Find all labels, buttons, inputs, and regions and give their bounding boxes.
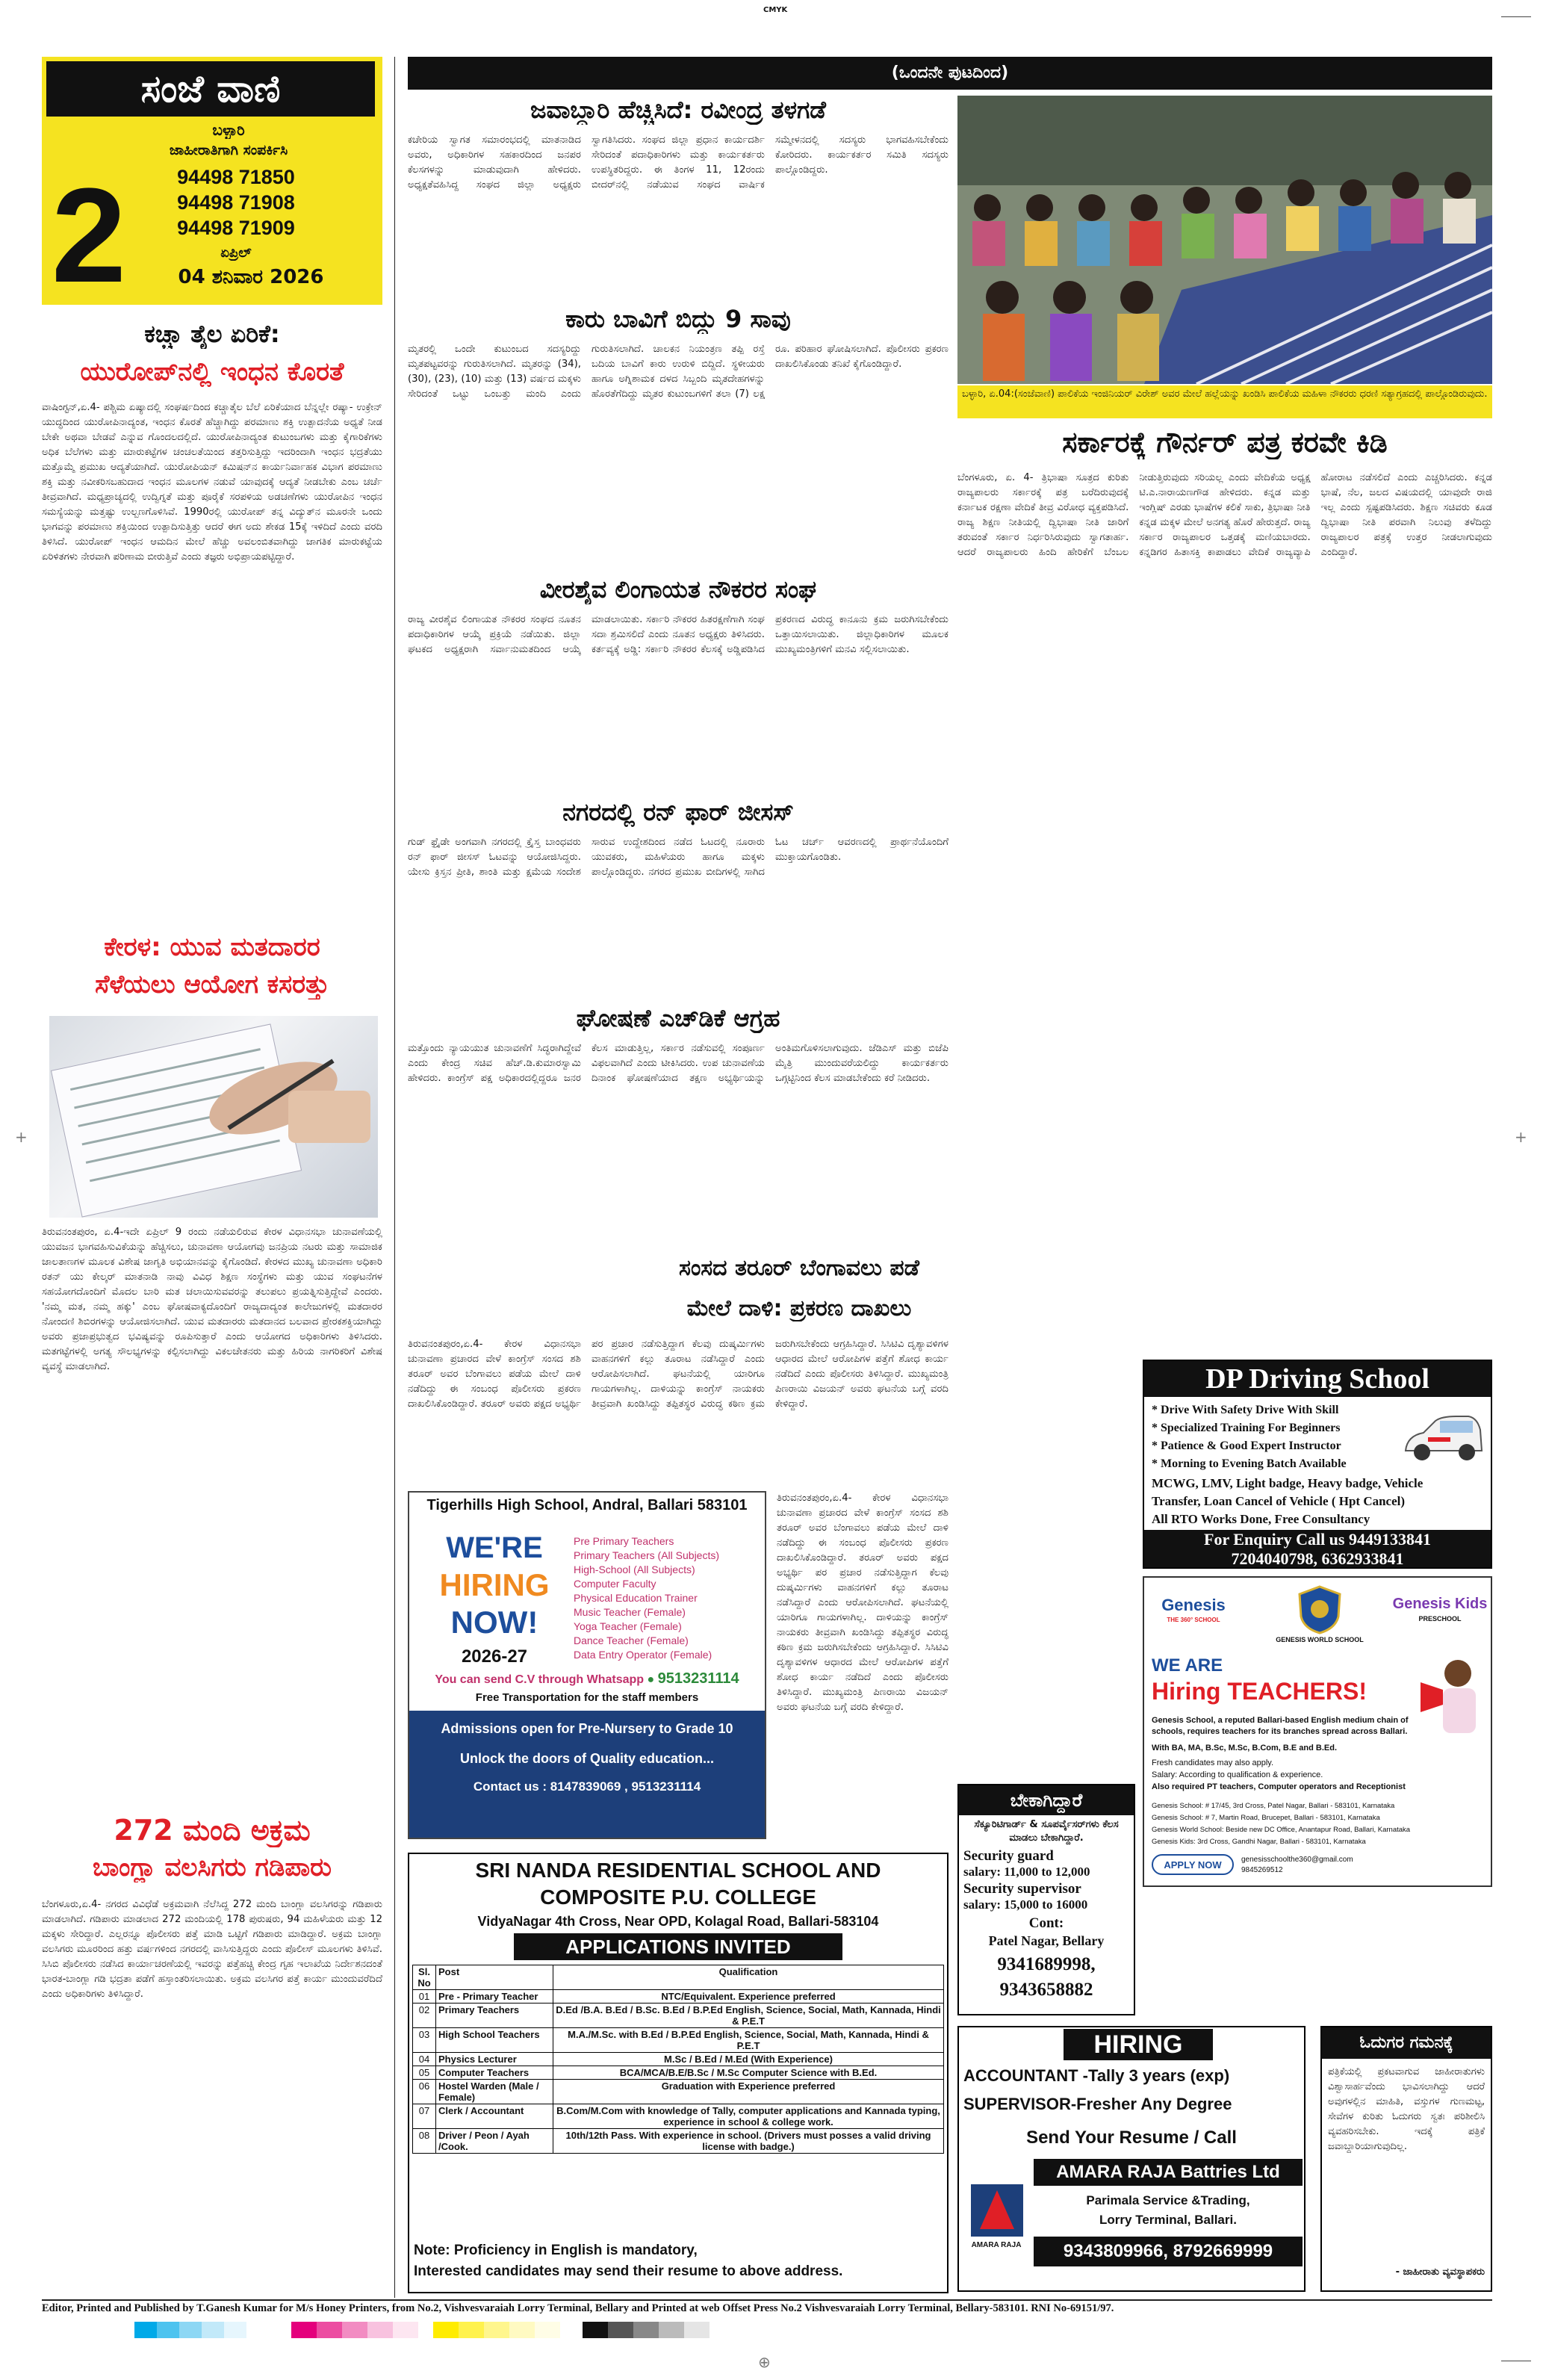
bangla-headline-2: ಬಾಂಗ್ಲಾ ವಲಸಿಗರು ಗಡಿಪಾರು [93,1853,332,1882]
table-row [413,2053,944,2066]
dp-classes-1: MCWG, LMV, Light badge, Heavy badge, Vehicle [1152,1476,1424,1490]
genesis-quals: With BA, MA, B.Sc, M.Sc, B.Com, B.E and B.Ed. [1152,1744,1338,1753]
car-icon [1398,1407,1486,1467]
photo-caption: ಬಳ್ಳಾರಿ, ಏ.04:(ಸಂಜೆವಾಣಿ) ಪಾಲಿಕೆಯ ಇಂಜಿನಿಯರ್ ವಿರೇಶ್ ಅವರ ಮೇಲೆ ಹಲ್ಲೆಯನ್ನು ಖಂಡಿಸಿ ಪಾಲಿಕೆಯ ಮಹಿಳಾ ನೌಕರರು ಧರಣಿ ಸತ್ಯಾಗ್ರಹದಲ್ಲಿ ಪಾಲ್ಗೊಂಡಿರುವುದು. [957,385,1492,418]
position-item: Music Teacher (Female) [574,1606,686,1618]
bangla-headline: 272 ಮಂದಿ ಅಕ್ರಮ [114,1814,311,1847]
continued-banner: (ಒಂದನೇ ಪುಟದಿಂದ) [408,57,1492,90]
row-no: 04 [413,2053,436,2066]
genesis-desc: Genesis School, a reputed Ballari-based English medium chain of schools, requires teachers for its branches spread across Ballari. [1152,1716,1409,1736]
tigerhills-unlock: Unlock the doors of Quality education... [459,1751,715,1766]
tigerhills-hiring-1: WE'RE [446,1531,543,1564]
readers-notice [1320,2026,1492,2292]
tigerhills-admissions: Admissions open for Pre-Nursery to Grade 10 [441,1721,733,1736]
genesis-crest: GENESIS WORLD SCHOOL [1276,1636,1364,1643]
amararaja-ad [957,2026,1306,2292]
kerala-headline: ಕೇರಳ: ಯುವ ಮತದಾರರ [104,932,320,962]
row-post: Clerk / Accountant [436,2104,553,2129]
table-row [413,2004,944,2028]
amararaja-accountant: ACCOUNTANT -Tally 3 years (exp) [963,2066,1230,2085]
row-qual: 10th/12th Pass. With experience in school. (Drivers must posses a valid driving license with badge.) [553,2129,944,2154]
row-qual: M.A./M.Sc. with B.Ed / B.P.Ed English, Science, Social, Math, Kannada, Hindi & P.E.T [553,2028,944,2053]
run-body: ಗುಡ್ ಫ್ರೈಡೇ ಅಂಗವಾಗಿ ನಗರದಲ್ಲಿ ಕ್ರೈಸ್ತ ಬಾಂಧವರು ರನ್ ಫಾರ್ ಜೀಸಸ್ ಓಟವನ್ನು ಆಯೋಜಿಸಿದ್ದರು. ಯೇಸು ಕ್ರಿಸ್ತನ ಪ್ರೀತಿ, ಶಾಂತಿ ಮತ್ತು ಕ್ಷಮೆಯ ಸಂದೇಶ ಸಾರುವ ಉದ್ದೇಶದಿಂದ ನಡೆದ ಓಟದಲ್ಲಿ ನೂರಾರು ಯುವಕರು, ಮಹಿಳೆಯರು ಹಾಗೂ ಮಕ್ಕಳು ಪಾಲ್ಗೊಂಡಿದ್ದರು. ನಗರದ ಪ್ರಮುಖ ಬೀದಿಗಳಲ್ಲಿ ಸಾಗಿದ ಓಟ ಚರ್ಚ್ ಆವರಣದಲ್ಲಿ ಪ್ರಾರ್ಥನೆಯೊಂದಿಗೆ ಮುಕ್ತಾಯಗೊಂಡಿತು. [408,837,949,878]
dp-classes-2: Transfer, Loan Cancel of Vehicle ( Hpt Cancel) [1152,1494,1406,1508]
row-post: Primary Teachers [436,2004,553,2028]
dp-feature: * Specialized Training For Beginners [1152,1422,1341,1434]
srinanda-banner: APPLICATIONS INVITED [514,1933,842,1960]
fuel-body: ವಾಷಿಂಗ್ಟನ್,ಏ.4- ಪಶ್ಚಿಮ ಏಷ್ಯಾದಲ್ಲಿ ಸಂಘರ್ಷದಿಂದ ಕಚ್ಚಾತೈಲ ಬೆಲೆ ಏರಿಕೆಯಾದ ಬೆನ್ನಲ್ಲೇ ರಷ್ಯಾ- ಉಕ್ರೇನ್ ಯುದ್ಧದಿಂದ ಯುರೋಪಿನಾದ್ಯಂತ, ಇಂಧನ ಕೊರತೆ ಹೆಚ್ಚಾಗಿದ್ದು ಪರಮಾಣು ಶಕ್ತಿ ಉತ್ಪಾದನೆಯ ಅಧ್ಯತೆ ನೀಡ ಬೇಕೇ ಅಥವಾ ಬೇಡವೆ ಎನ್ನುವ ಗೊಂದಲದಲ್ಲಿದೆ. ಯುರೋಪಿನಾದ್ಯಂತ ಕುಟುಂಬಗಳು ಮತ್ತು ಕೈಗಾರಿಕೆಗಳು ಅಧಿಕ ಬೆಲೆಗಳು ಮತ್ತು ಮಾರುಕಟ್ಟೆಗಳ ಚಂಚಲತೆಯಿಂದ ತತ್ತರಿಸುತ್ತಿದ್ದು ಇದರಿಂದಾಗಿ ಇಂಧನ ಭದ್ರತೆಯು ಮತ್ತೊಮ್ಮೆ ಪ್ರಮುಖ ಆದ್ಯತೆಯಾಗಿದೆ. ಯುರೋಪಿಯನ್ ಕಮಿಷನ್‌ನ ಕಾರ್ಯನಿರ್ವಾಹಕ ವಿಭಾಗ ಪರಮಾಣು ಶಕ್ತಿ ಮತ್ತು ನವೀಕರಿಸಬಹುದಾದ ಇಂಧನ ಮೂಲಗಳ ನಡುವೆ ಯಾವುದಕ್ಕೆ ಆದ್ಯತೆ ನೀಡಬೇಕು ಎಂಬ ಚರ್ಚೆ ತೀವ್ರವಾಗಿದೆ. ಮಧ್ಯಪ್ರಾಚ್ಯದಲ್ಲಿ ಉದ್ವಿಗ್ನತೆ ಮತ್ತು ಪೂರೈಕೆ ಸರಪಳಿಯ ಅಡಚಣೆಗಳು ಯುರೋಪಿನ ಇಂಧನ ಸಮಸ್ಯೆಯನ್ನು ಮತ್ತಷ್ಟು ಉಲ್ಬಣಗೊಳಿಸಿವೆ. 1990ರಲ್ಲಿ ಯುರೋಪ್ ತನ್ನ ವಿದ್ಯುತ್‌ನ ಮೂರನೇ ಒಂದು ಭಾಗವನ್ನು ಪರಮಾಣು ಶಕ್ತಿಯಿಂದ ಉತ್ಪಾದಿಸುತ್ತಿತ್ತು ಆದರೆ ಈಗ ಅದು ಶೇಕಡ 15ಕ್ಕೆ ಇಳಿದಿದೆ ಎಂದು ವರದಿ ತಿಳಿಸಿದೆ. ಯುರೋಪ್ ಇಂಧನ ಆಮದಿನ ಮೇಲೆ ಹೆಚ್ಚು ಅವಲಂಬಿತವಾಗಿದ್ದು ಜಾಗತಿಕ ಮಾರುಕಟ್ಟೆಯ ಏರಿಳಿತಗಳು ನೇರವಾಗಿ ಪರಿಣಾಮ ಬೀರುತ್ತಿವೆ ಎಂದು ತಜ್ಞರು ಅಭಿಪ್ರಾಯಪಟ್ಟಿದ್ದಾರೆ. [42,402,382,563]
bekagiddare-phone-1: 9341689998, [997,1954,1096,1974]
row-no: 02 [413,2004,436,2028]
amararaja-address: Lorry Terminal, Ballari. [1099,2213,1237,2227]
run-headline: ನಗರದಲ್ಲಿ ರನ್ ಫಾರ್ ಜೀಸಸ್ [562,798,794,826]
genesis-branches [1152,1800,1488,1848]
registration-mark-icon: ⊕ [758,2353,771,2371]
tigerhills-hiring-3: NOW! [450,1605,538,1640]
tigerhills-positions [574,1534,760,1662]
amararaja-logo-icon [965,2177,1029,2252]
tigerhills-hiring-2: HIRING [439,1567,550,1602]
genesis-hiring: Hiring TEACHERS! [1152,1678,1367,1705]
page-number: 2 [51,169,127,303]
tigerhills-ad [408,1491,766,1839]
registration-mark-icon: + [1515,1128,1527,1146]
srinanda-ad [408,1853,949,2293]
amararaja-supervisor: SUPERVISOR-Fresher Any Degree [963,2095,1232,2113]
footer-imprint: Editor, Printed and Published by T.Ganesh Kumar for M/s Honey Printers, from No.2, Vishvesvaraiah Lorry Terminal, Bellary and Printed at web Offset Press No.2 Vishvesvaraiah Lorry Terminal, Bellary-583101. RNI No-69151/97. [42,2302,1114,2314]
bekagiddare-line-1: Security guard [963,1848,1054,1864]
amararaja-logo: AMARA RAJA [971,2241,1022,2249]
masthead-phone: 94498 71909 [177,217,295,239]
dp-title: DP Driving School [1144,1361,1491,1397]
row-qual: NTC/Equivalent. Experience preferred [553,1990,944,2004]
table-row [413,1990,944,2004]
amararaja-hiring: HIRING [1064,2029,1213,2060]
srinanda-address: VidyaNagar 4th Cross, Near OPD, Kolagal Road, Ballari-583104 [477,1914,879,1929]
tigerhills-whatsapp: 9513231114 [657,1670,739,1687]
masthead-phone: 94498 71850 [177,166,295,188]
tigerhills-contact: Contact us : 8147839069 , 9513231114 [473,1779,701,1794]
masthead [42,57,382,305]
dp-features [1152,1401,1391,1473]
row-no: 07 [413,2104,436,2129]
position-item: Dance Teacher (Female) [574,1634,689,1646]
bekagiddare-cont: Cont: [1028,1915,1064,1931]
srinanda-title-2: COMPOSITE P.U. COLLEGE [540,1885,816,1909]
fuel-headline: ಯುರೋಪ್‌ನಲ್ಲಿ ಇಂಧನ ಕೊರತೆ [80,357,344,387]
position-item: Physical Education Trainer [574,1592,698,1604]
row-qual: D.Ed /B.A. B.Ed / B.Sc. B.Ed / B.P.Ed English, Science, Social, Math, Kannada, Hindi & P.E.T [553,2004,944,2028]
dp-classes-3: All RTO Works Done, Free Consultancy [1152,1512,1370,1526]
tigerhills-transport: Free Transportation for the staff members [475,1691,699,1704]
bangla-body: ಬೆಂಗಳೂರು,ಏ.4- ನಗರದ ವಿವಿಧೆಡೆ ಅಕ್ರಮವಾಗಿ ನೆಲೆಸಿದ್ದ 272 ಮಂದಿ ಬಾಂಗ್ಲಾ ವಲಸಿಗರನ್ನು ಗಡಿಪಾರು ಮಾಡಲಾಗಿದೆ. ಗಡಿಪಾರು ಮಾಡಲಾದ 272 ಮಂದಿಯಲ್ಲಿ 178 ಪುರುಷರು, 94 ಮಹಿಳೆಯರು ಮತ್ತು 12 ಮಕ್ಕಳು ಸೇರಿದ್ದಾರೆ. ಎಲ್ಲರನ್ನೂ ಪೊಲೀಸರು ಪತ್ತೆ ಮಾಡಿ ಒಟ್ಟಿಗೆ ಗಡಿಪಾರು ಮಾಡಿದ್ದಾರೆ. ಅಕ್ರಮ ಬಾಂಗ್ಲಾ ವಲಸಿಗರು ಮೂರರಿಂದ ಹತ್ತು ವರ್ಷಗಳಿಂದ ನಗರದಲ್ಲಿ ವಾಸಿಸುತ್ತಿದ್ದರು ಎಂದು ಪೊಲೀಸ್ ಮೂಲಗಳು ತಿಳಿಸಿವೆ. ಸಿಸಿಬಿ ಪೊಲೀಸರು ನಡೆಸಿದ ಕಾರ್ಯಾಚರಣೆಯಲ್ಲಿ ಇವರನ್ನು ಪತ್ತೆಹಚ್ಚಿ ಕೇಂದ್ರ ಗೃಹ ಇಲಾಖೆಯ ನಿರ್ದೇಶನದಂತೆ ಭಾರತ-ಬಾಂಗ್ಲಾ ಗಡಿ ಭದ್ರತಾ ಪಡೆಗೆ ಹಸ್ತಾಂತರಿಸಲಾಯಿತು. ಅಕ್ರಮ ವಲಸಿಗರ ಪತ್ತೆ ಕಾರ್ಯ ಮುಂದುವರೆದಿದೆ ಎಂದು ಅಧಿಕಾರಿಗಳು ತಿಳಿಸಿದ್ದಾರೆ. [42,1899,382,2000]
crop-line [1501,16,1531,17]
governor-headline: ಸರ್ಕಾರಕ್ಕೆ ಗೌರ್ನರ್ ಪತ್ರ ಕರವೇ ಕಿಡಿ [1062,426,1388,459]
position-item: Pre Primary Teachers [574,1535,674,1547]
position-item: Yoga Teacher (Female) [574,1620,682,1632]
genesis-brand-sub: THE 360° SCHOOL [1167,1617,1220,1623]
table-row [413,2080,944,2104]
genesis-salary: Salary: According to qualification & experience. [1152,1770,1323,1779]
srinanda-note-1: Note: Proficiency in English is mandatory, [414,2243,698,2258]
position-item: High-School (All Subjects) [574,1564,695,1575]
accountability-headline: ಜವಾಬ್ದಾರಿ ಹೆಚ್ಚಿಸಿದೆ: ರವೀಂದ್ರ ತಳಗಡೆ [530,96,826,124]
dp-phones: 7204040798, 6362933841 [1144,1549,1491,1569]
masthead-logo: ಸಂಜೆ ವಾಣಿ [46,61,375,117]
tigerhills-title: Tigerhills High School, Andral, Ballari 583101 [426,1497,748,1513]
bekagiddare-line-3: Security supervisor [963,1881,1081,1897]
srinanda-note-2: Interested candidates may send their resume to above address. [414,2263,843,2279]
row-post: Computer Teachers [436,2066,553,2080]
column-rule [394,57,395,2298]
bekagiddare-place: Patel Nagar, Bellary [988,1933,1105,1948]
bekagiddare-ad [957,1784,1135,2015]
dp-feature: * Patience & Good Expert Instructor [1152,1440,1341,1452]
row-no: 05 [413,2066,436,2080]
table-row [413,2129,944,2154]
row-post: Pre - Primary Teacher [436,1990,553,2004]
readers-sign: - ಜಾಹೀರಾತು ವ್ಯವಸ್ಥಾಪಕರು [1395,2266,1485,2278]
row-qual: BCA/MCA/B.E/B.Sc / M.Sc Computer Science with B.Ed. [553,2066,944,2080]
srinanda-table-wrap [412,1965,944,2154]
bekagiddare-title: ಬೇಕಾಗಿದ್ದಾರೆ [959,1785,1134,1815]
row-no: 01 [413,1990,436,2004]
fuel-headline-kicker: ಕಚ್ಚಾ ತೈಲ ಏರಿಕೆ: [144,320,280,348]
tigerhills-cv [409,1670,765,1688]
genesis-branch: Genesis School: # 7, Martin Road, Brucepet, Ballari - 583101, Karnataka [1152,1814,1380,1822]
kerala-photo [49,1016,378,1218]
genesis-brand: Genesis [1161,1596,1226,1614]
row-no: 03 [413,2028,436,2053]
col-post: Post [436,1965,553,1990]
readers-body: ಪತ್ರಿಕೆಯಲ್ಲಿ ಪ್ರಕಟವಾಗುವ ಜಾಹೀರಾತುಗಳು ವಿಶ್ವಾಸಾರ್ಹವೆಂದು ಭಾವಿಸಲಾಗಿದ್ದು ಆದರೆ ಅವುಗಳಲ್ಲಿನ ಮಾಹಿತಿ, ವಸ್ತುಗಳ ಗುಣಮಟ್ಟ, ಸೇವೆಗಳ ಕುರಿತು ಓದುಗರು ಸ್ವತಃ ಪರಿಶೀಲಿಸಿ ವ್ಯವಹರಿಸಬೇಕು. ಇದಕ್ಕೆ ಪತ್ರಿಕೆ ಜವಾಬ್ದಾರಿಯಾಗುವುದಿಲ್ಲ. [1328,2066,1485,2152]
row-no: 08 [413,2129,436,2154]
genesis-crest-icon [1294,1584,1346,1636]
row-post: Physics Lecturer [436,2053,553,2066]
table-row [413,2028,944,2053]
whatsapp-icon: ● [647,1673,655,1686]
dp-enquiry: For Enquiry Call us 9449133841 [1144,1530,1491,1549]
kerala-body: ತಿರುವನಂತಪುರಂ, ಏ.4-ಇದೇ ಏಪ್ರಿಲ್ 9 ರಂದು ನಡೆಯಲಿರುವ ಕೇರಳ ವಿಧಾನಸಭಾ ಚುನಾವಣೆಯಲ್ಲಿ ಯುವಜನ ಭಾಗವಹಿಸುವಿಕೆಯನ್ನು ಹೆಚ್ಚಿಸಲು, ಚುನಾವಣಾ ಆಯೋಗವು ಜನಪ್ರಿಯ ನಟರು ಮತ್ತು ಸಾಮಾಜಿಕ ಜಾಲತಾಣಗಳ ಮೂಲಕ ವಿಶೇಷ ಜಾಗೃತಿ ಅಭಿಯಾನವನ್ನು ಕೈಗೊಂಡಿದೆ. ಕೇರಳದ ಮುಖ್ಯ ಚುನಾವಣಾ ಅಧಿಕಾರಿ ರತನ್ ಯು ಕೇಲ್ಕರ್ ಮಾತನಾಡಿ ನಾವು ವಿವಿಧ ಶಿಕ್ಷಣ ಸಂಸ್ಥೆಗಳು ಮತ್ತು ಯುವ ಸಂಘಟನೆಗಳ ಸಹಯೋಗದೊಂದಿಗೆ ಮೊದಲ ಬಾರಿ ಮತ ಚಲಾಯಿಸುವವರನ್ನು ತಲುಪಲು ಪ್ರಯತ್ನಿಸುತ್ತಿದ್ದೇವೆ ಎಂದರು. 'ನಮ್ಮ ಮತ, ನಮ್ಮ ಹಕ್ಕು' ಎಂಬ ಘೋಷವಾಕ್ಯದೊಂದಿಗೆ ರಾಜ್ಯದಾದ್ಯಂತ ಕಾಲೇಜುಗಳಲ್ಲಿ ಮತದಾರರ ನೋಂದಣಿ ಶಿಬಿರಗಳನ್ನು ಆಯೋಜಿಸಲಾಗಿದೆ. ಯುವ ಮತದಾರರು ಮತದಾನದ ಬಲವಾದ ಪ್ರೇರಕಶಕ್ತಿಯಾಗಿದ್ದು ಅವರು ಪ್ರಜಾಪ್ರಭುತ್ವದ ಭವಿಷ್ಯವನ್ನು ರೂಪಿಸುತ್ತಾರೆ ಎಂದು ಆಯೋಗದ ಅಧಿಕಾರಿಗಳು ತಿಳಿಸಿದರು. ಮತಗಟ್ಟೆಗಳಲ್ಲಿ ಅಗತ್ಯ ಸೌಲಭ್ಯಗಳನ್ನು ಕಲ್ಪಿಸಲಾಗಿದ್ದು ವಿಕಲಚೇತನರು ಮತ್ತು ಹಿರಿಯ ನಾಗರಿಕರಿಗೆ ವಿಶೇಷ ವ್ಯವಸ್ಥೆ ಮಾಡಲಾಗಿದೆ. [42,1227,382,1372]
tharoor-headline: ಸಂಸದ ತರೂರ್ ಬೆಂಗಾವಲು ಪಡೆ [679,1255,919,1281]
col-sl-no: Sl. No [413,1965,436,1990]
genesis-phone: 9845269512 [1241,1866,1283,1874]
row-qual: Graduation with Experience preferred [553,2080,944,2104]
genesis-kids-sub: PRESCHOOL [1418,1615,1462,1623]
announce-body: ಮತ್ತೊಂದು ನ್ಯಾಯಯುತ ಚುನಾವಣೆಗೆ ಸಿದ್ಧರಾಗಿದ್ದೇವೆ ಎಂದು ಕೇಂದ್ರ ಸಚಿವ ಹೆಚ್.ಡಿ.ಕುಮಾರಸ್ವಾಮಿ ಹೇಳಿದರು. ಕಾಂಗ್ರೆಸ್ ಪಕ್ಷ ಅಧಿಕಾರದಲ್ಲಿದ್ದರೂ ಜನರ ಕೆಲಸ ಮಾಡುತ್ತಿಲ್ಲ, ಸರ್ಕಾರ ನಡೆಸುವಲ್ಲಿ ಸಂಪೂರ್ಣ ವಿಫಲವಾಗಿದೆ ಎಂದು ಟೀಕಿಸಿದರು. ಉಪ ಚುನಾವಣೆಯ ದಿನಾಂಕ ಘೋಷಣೆಯಾದ ತಕ್ಷಣ ಅಭ್ಯರ್ಥಿಯನ್ನು ಅಂತಿಮಗೊಳಿಸಲಾಗುವುದು. ಜೆಡಿಎಸ್ ಮತ್ತು ಬಿಜೆಪಿ ಮೈತ್ರಿ ಮುಂದುವರೆಯಲಿದ್ದು ಕಾರ್ಯಕರ್ತರು ಒಗ್ಗಟ್ಟಿನಿಂದ ಕೆಲಸ ಮಾಡಬೇಕೆಂದು ಕರೆ ನೀಡಿದರು. [408,1043,949,1084]
bekagiddare-phone-2: 9343658882 [999,1980,1093,2000]
amararaja-send: Send Your Resume / Call [1026,2128,1237,2148]
announce-headline: ಘೋಷಣೆ ಎಚ್‌ಡಿಕೆ ಆಗ್ರಹ [576,1004,780,1032]
bekagiddare-line-4: salary: 15,000 to 16000 [963,1897,1088,1912]
masthead-city: ಬಳ್ಳಾರಿ [212,121,245,139]
dp-feature: * Morning to Evening Batch Available [1152,1457,1347,1470]
position-item: Computer Faculty [574,1578,656,1590]
amararaja-company: AMARA RAJA Battries Ltd [1034,2159,1303,2186]
calibration-strip-yellow [433,2322,560,2338]
veerashaiva-body: ರಾಜ್ಯ ವೀರಶೈವ ಲಿಂಗಾಯತ ನೌಕರರ ಸಂಘದ ನೂತನ ಪದಾಧಿಕಾರಿಗಳ ಆಯ್ಕೆ ಪ್ರಕ್ರಿಯೆ ನಡೆಯಿತು. ಜಿಲ್ಲಾ ಘಟಕದ ಅಧ್ಯಕ್ಷರಾಗಿ ಸರ್ವಾನುಮತದಿಂದ ಆಯ್ಕೆ ಮಾಡಲಾಯಿತು. ಸರ್ಕಾರಿ ನೌಕರರ ಹಿತರಕ್ಷಣೆಗಾಗಿ ಸಂಘ ಸದಾ ಶ್ರಮಿಸಲಿದೆ ಎಂದು ನೂತನ ಅಧ್ಯಕ್ಷರು ತಿಳಿಸಿದರು. ಕರ್ತವ್ಯಕ್ಕೆ ಅಡ್ಡಿ: ಸರ್ಕಾರಿ ನೌಕರರ ಕೆಲಸಕ್ಕೆ ಅಡ್ಡಿಪಡಿಸಿದ ಪ್ರಕರಣದ ವಿರುದ್ಧ ಕಾನೂನು ಕ್ರಮ ಜರುಗಿಸಬೇಕೆಂದು ಒತ್ತಾಯಿಸಲಾಯಿತು. ಜಿಲ್ಲಾಧಿಕಾರಿಗಳ ಮೂಲಕ ಮುಖ್ಯಮಂತ್ರಿಗಳಿಗೆ ಮನವಿ ಸಲ್ಲಿಸಲಾಯಿತು. [408,614,949,655]
position-item: Data Entry Operator (Female) [574,1649,712,1661]
calibration-strip-cyan [134,2322,246,2338]
position-item: Primary Teachers (All Subjects) [574,1549,720,1561]
row-qual: B.Com/M.Com with knowledge of Tally, computer applications and Kannada typing, experience in school & college work. [553,2104,944,2129]
row-qual: M.Sc / B.Ed / M.Ed (With Experience) [553,2053,944,2066]
amararaja-phones: 9343809966, 8792669999 [1034,2237,1303,2266]
accountability-body: ಕಚೇರಿಯ ಸ್ವಾಗತ ಸಮಾರಂಭದಲ್ಲಿ ಮಾತನಾಡಿದ ಅವರು, ಅಧಿಕಾರಿಗಳ ಸಹಕಾರದಿಂದ ಜನಪರ ಕೆಲಸಗಳನ್ನು ಮಾಡುವುದಾಗಿ ಹೇಳಿದರು. ಅಧ್ಯಕ್ಷತೆವಹಿಸಿದ್ದ ಸಂಘದ ಜಿಲ್ಲಾ ಅಧ್ಯಕ್ಷರು ಸ್ವಾಗತಿಸಿದರು. ಸಂಘದ ಜಿಲ್ಲಾ ಪ್ರಧಾನ ಕಾರ್ಯದರ್ಶಿ ಸೇರಿದಂತೆ ಪದಾಧಿಕಾರಿಗಳು ಮತ್ತು ಕಾರ್ಯಕರ್ತರು ಉಪಸ್ಥಿತರಿದ್ದರು. ಈ ತಿಂಗಳ 11, 12ರಂದು ಬೀದರ್‌ನಲ್ಲಿ ನಡೆಯುವ ಸಂಘದ ವಾರ್ಷಿಕ ಸಮ್ಮೇಳನದಲ್ಲಿ ಸದಸ್ಯರು ಭಾಗವಹಿಸಬೇಕೆಂದು ಕೋರಿದರು. ಕಾರ್ಯಕರ್ತರ ಸಮಿತಿ ಸದಸ್ಯರು ಪಾಲ್ಗೊಂಡಿದ್ದರು. [408,134,949,190]
genesis-ad [1143,1576,1492,1887]
megaphone-person-icon [1413,1652,1488,1735]
table-row [413,2104,944,2129]
calibration-strip-black [583,2322,710,2338]
amararaja-dealer: Parimala Service &Trading, [1086,2193,1250,2207]
veerashaiva-headline: ವೀರಶೈವ ಲಿಂಗಾಯತ ನೌಕರರ ಸಂಘ [539,575,817,604]
table-header-row [413,1965,944,1990]
genesis-branch: Genesis School: # 17/45, 3rd Cross, Patel Nagar, Ballari - 583101, Karnataka [1152,1802,1395,1810]
readers-title: ಓದುಗರ ಗಮನಕ್ಕೆ [1322,2027,1491,2059]
footer-rule [42,2299,1492,2301]
genesis-apply-button: APPLY NOW [1152,1854,1234,1875]
kerala-headline-2: ಸೆಳೆಯಲು ಆಯೋಗ ಕಸರತ್ತು [95,970,329,1000]
masthead-ad-contact: ಜಾಹೀರಾತಿಗಾಗಿ ಸಂಪರ್ಕಿಸಿ [169,142,288,158]
genesis-branch: Genesis Kids: 3rd Cross, Gandhi Nagar, Ballari - 583101, Karnataka [1152,1838,1366,1846]
masthead-date: 04 ಶನಿವಾರ 2026 [178,266,324,288]
protest-photo [957,96,1492,384]
registration-mark-icon: + [15,1128,28,1146]
masthead-phone: 94498 71908 [177,191,295,214]
row-post: High School Teachers [436,2028,553,2053]
tharoor-body-continued: ತಿರುವನಂತಪುರಂ,ಏ.4- ಕೇರಳ ವಿಧಾನಸಭಾ ಚುನಾವಣಾ ಪ್ರಚಾರದ ವೇಳೆ ಕಾಂಗ್ರೆಸ್ ಸಂಸದ ಶಶಿ ತರೂರ್ ಅವರ ಬೆಂಗಾವಲು ಪಡೆಯ ಮೇಲೆ ದಾಳಿ ನಡೆದಿದ್ದು ಈ ಸಂಬಂಧ ಪೊಲೀಸರು ಪ್ರಕರಣ ದಾಖಲಿಸಿಕೊಂಡಿದ್ದಾರೆ. ತರೂರ್ ಅವರು ಪಕ್ಷದ ಅಭ್ಯರ್ಥಿ ಪರ ಪ್ರಚಾರ ನಡೆಸುತ್ತಿದ್ದಾಗ ಕೆಲವು ದುಷ್ಕರ್ಮಿಗಳು ವಾಹನಗಳಿಗೆ ಕಲ್ಲು ತೂರಾಟ ನಡೆಸಿದ್ದಾರೆ ಎಂದು ಆರೋಪಿಸಲಾಗಿದೆ. ಘಟನೆಯಲ್ಲಿ ಯಾರಿಗೂ ಗಾಯಗಳಾಗಿಲ್ಲ. ದಾಳಿಯನ್ನು ಕಾಂಗ್ರೆಸ್ ನಾಯಕರು ತೀವ್ರವಾಗಿ ಖಂಡಿಸಿದ್ದು ತಪ್ಪಿತಸ್ಥರ ವಿರುದ್ಧ ಕಠಿಣ ಕ್ರಮ ಜರುಗಿಸಬೇಕೆಂದು ಆಗ್ರಹಿಸಿದ್ದಾರೆ. ಸಿಸಿಟಿವಿ ದೃಶ್ಯಾವಳಿಗಳ ಆಧಾರದ ಮೇಲೆ ಆರೋಪಿಗಳ ಪತ್ತೆಗೆ ಶೋಧ ಕಾರ್ಯ ನಡೆದಿದೆ ಎಂದು ಪೊಲೀಸರು ತಿಳಿಸಿದ್ದಾರೆ. ಮುಖ್ಯಮಂತ್ರಿ ಪಿಣರಾಯಿ ವಿಜಯನ್ ಅವರು ಘಟನೆಯ ಬಗ್ಗೆ ವರದಿ ಕೇಳಿದ್ದಾರೆ. [777,1493,949,1713]
genesis-email: genesisschoolthe360@gmail.com [1241,1856,1353,1864]
dp-driving-ad [1143,1360,1492,1569]
well-headline: ಕಾರು ಬಾವಿಗೆ ಬಿದ್ದು 9 ಸಾವು [565,305,791,333]
protest-photo-illustration [957,96,1492,384]
row-post: Hostel Warden (Male / Female) [436,2080,553,2104]
calibration-strip-magenta [291,2322,418,2338]
row-no: 06 [413,2080,436,2104]
genesis-branch: Genesis World School: Beside new DC Office, Anantapur Road, Ballari, Karnataka [1152,1826,1411,1834]
tharoor-headline-2: ಮೇಲೆ ದಾಳಿ: ಪ್ರಕರಣ ದಾಖಲು [686,1295,912,1321]
tigerhills-cv-line: You can send C.V through Whatsapp [435,1673,645,1686]
voter-form-illustration [49,1016,378,1218]
masthead-month: ಏಪ್ರಿಲ್ [220,245,252,261]
col-qualification: Qualification [553,1965,944,1990]
genesis-fresh: Fresh candidates may also apply. [1152,1758,1274,1767]
bekagiddare-subtitle: ಸೆಕ್ಯೂರಿಟಿಗಾರ್ಡ್ & ಸೂಪರ್ವೈಸರ್‌ಗಳು ಕೆಲಸ ಮಾಡಲು ಬೇಕಾಗಿದ್ದಾರೆ. [974,1819,1119,1844]
applications-table [412,1965,944,2154]
cmyk-marker: CMYK [763,6,788,14]
row-post: Driver / Peon / Ayah /Cook. [436,2129,553,2154]
tharoor-body: ತಿರುವನಂತಪುರಂ,ಏ.4- ಕೇರಳ ವಿಧಾನಸಭಾ ಚುನಾವಣಾ ಪ್ರಚಾರದ ವೇಳೆ ಕಾಂಗ್ರೆಸ್ ಸಂಸದ ಶಶಿ ತರೂರ್ ಅವರ ಬೆಂಗಾವಲು ಪಡೆಯ ಮೇಲೆ ದಾಳಿ ನಡೆದಿದ್ದು ಈ ಸಂಬಂಧ ಪೊಲೀಸರು ಪ್ರಕರಣ ದಾಖಲಿಸಿಕೊಂಡಿದ್ದಾರೆ. ತರೂರ್ ಅವರು ಪಕ್ಷದ ಅಭ್ಯರ್ಥಿ ಪರ ಪ್ರಚಾರ ನಡೆಸುತ್ತಿದ್ದಾಗ ಕೆಲವು ದುಷ್ಕರ್ಮಿಗಳು ವಾಹನಗಳಿಗೆ ಕಲ್ಲು ತೂರಾಟ ನಡೆಸಿದ್ದಾರೆ ಎಂದು ಆರೋಪಿಸಲಾಗಿದೆ. ಘಟನೆಯಲ್ಲಿ ಯಾರಿಗೂ ಗಾಯಗಳಾಗಿಲ್ಲ. ದಾಳಿಯನ್ನು ಕಾಂಗ್ರೆಸ್ ನಾಯಕರು ತೀವ್ರವಾಗಿ ಖಂಡಿಸಿದ್ದು ತಪ್ಪಿತಸ್ಥರ ವಿರುದ್ಧ ಕಠಿಣ ಕ್ರಮ ಜರುಗಿಸಬೇಕೆಂದು ಆಗ್ರಹಿಸಿದ್ದಾರೆ. ಸಿಸಿಟಿವಿ ದೃಶ್ಯಾವಳಿಗಳ ಆಧಾರದ ಮೇಲೆ ಆರೋಪಿಗಳ ಪತ್ತೆಗೆ ಶೋಧ ಕಾರ್ಯ ನಡೆದಿದೆ ಎಂದು ಪೊಲೀಸರು ತಿಳಿಸಿದ್ದಾರೆ. ಮುಖ್ಯಮಂತ್ರಿ ಪಿಣರಾಯಿ ವಿಜಯನ್ ಅವರು ಘಟನೆಯ ಬಗ್ಗೆ ವರದಿ ಕೇಳಿದ್ದಾರೆ. [408,1339,949,1410]
srinanda-title-1: SRI NANDA RESIDENTIAL SCHOOL AND [475,1859,881,1882]
well-body: ಮೃತರಲ್ಲಿ ಒಂದೇ ಕುಟುಂಬದ ಸದಸ್ಯರಿದ್ದು ಮೃತಪಟ್ಟವರನ್ನು ಗುರುತಿಸಲಾಗಿದೆ. ಮೃತರನ್ನು (34), (30), (23), (10) ಮತ್ತು (13) ವರ್ಷದ ಮಕ್ಕಳು ಸೇರಿದಂತೆ ಒಟ್ಟು ಒಂಬತ್ತು ಮಂದಿ ಎಂದು ಗುರುತಿಸಲಾಗಿದೆ. ಚಾಲಕನ ನಿಯಂತ್ರಣ ತಪ್ಪಿ ರಸ್ತೆ ಬದಿಯ ಬಾವಿಗೆ ಕಾರು ಉರುಳಿ ಬಿದ್ದಿದೆ. ಸ್ಥಳೀಯರು ಹಾಗೂ ಅಗ್ನಿಶಾಮಕ ದಳದ ಸಿಬ್ಬಂದಿ ಮೃತದೇಹಗಳನ್ನು ಹೊರತೆಗೆದಿದ್ದು ಮೃತರ ಕುಟುಂಬಗಳಿಗೆ ತಲಾ (7) ಲಕ್ಷ ರೂ. ಪರಿಹಾರ ಘೋಷಿಸಲಾಗಿದೆ. ಪೊಲೀಸರು ಪ್ರಕರಣ ದಾಖಲಿಸಿಕೊಂಡು ತನಿಖೆ ಕೈಗೊಂಡಿದ್ದಾರೆ. [408,344,949,400]
genesis-we-are: WE ARE [1152,1655,1223,1676]
governor-body: ಬೆಂಗಳೂರು, ಏ. 4- ತ್ರಿಭಾಷಾ ಸೂತ್ರದ ಕುರಿತು ರಾಜ್ಯಪಾಲರು ಸರ್ಕಾರಕ್ಕೆ ಪತ್ರ ಬರೆದಿರುವುದಕ್ಕೆ ಕರ್ನಾಟಕ ರಕ್ಷಣಾ ವೇದಿಕೆ ತೀವ್ರ ವಿರೋಧ ವ್ಯಕ್ತಪಡಿಸಿದೆ. ರಾಜ್ಯ ಶಿಕ್ಷಣ ನೀತಿಯಲ್ಲಿ ದ್ವಿಭಾಷಾ ನೀತಿ ಜಾರಿಗೆ ತರುವಂತೆ ಸರ್ಕಾರ ನಿರ್ಧರಿಸಿರುವುದು ಸ್ವಾಗತಾರ್ಹ. ಆದರೆ ರಾಜ್ಯಪಾಲರು ಹಿಂದಿ ಹೇರಿಕೆಗೆ ಬೆಂಬಲ ನೀಡುತ್ತಿರುವುದು ಸರಿಯಲ್ಲ ಎಂದು ವೇದಿಕೆಯ ಅಧ್ಯಕ್ಷ ಟಿ.ಎ.ನಾರಾಯಣಗೌಡ ಹೇಳಿದರು. ಕನ್ನಡ ಮತ್ತು ಇಂಗ್ಲಿಷ್ ಎರಡು ಭಾಷೆಗಳ ಕಲಿಕೆ ಸಾಕು, ತ್ರಿಭಾಷಾ ನೀತಿ ಕನ್ನಡ ಮಕ್ಕಳ ಮೇಲೆ ಅನಗತ್ಯ ಹೊರೆ ಹೇರುತ್ತದೆ. ರಾಜ್ಯ ಸರ್ಕಾರ ರಾಜ್ಯಪಾಲರ ಒತ್ತಡಕ್ಕೆ ಮಣಿಯಬಾರದು. ಕನ್ನಡಿಗರ ಹಿತಾಸಕ್ತಿ ಕಾಪಾಡಲು ವೇದಿಕೆ ರಾಜ್ಯವ್ಯಾಪಿ ಹೋರಾಟ ನಡೆಸಲಿದೆ ಎಂದು ಎಚ್ಚರಿಸಿದರು. ಕನ್ನಡ ಭಾಷೆ, ನೆಲ, ಜಲದ ವಿಷಯದಲ್ಲಿ ಯಾವುದೇ ರಾಜಿ ಇಲ್ಲ ಎಂದು ಸ್ಪಷ್ಟಪಡಿಸಿದರು. ಶಿಕ್ಷಣ ಸಚಿವರು ಕೂಡ ದ್ವಿಭಾಷಾ ನೀತಿ ಪರವಾಗಿ ನಿಲುವು ತಳೆದಿದ್ದು ರಾಜ್ಯಪಾಲರ ಪತ್ರಕ್ಕೆ ಉತ್ತರ ನೀಡಲಾಗುವುದು ಎಂದಿದ್ದಾರೆ. [957,472,1492,558]
bekagiddare-line-2: salary: 11,000 to 12,000 [963,1865,1090,1879]
tigerhills-admissions-box [409,1711,765,1838]
genesis-kids: Genesis Kids [1392,1596,1488,1612]
genesis-also: Also required PT teachers, Computer operators and Receptionist [1152,1782,1406,1791]
table-row [413,2066,944,2080]
tigerhills-year: 2026-27 [461,1646,528,1667]
dp-feature: * Drive With Safety Drive With Skill [1152,1404,1339,1416]
